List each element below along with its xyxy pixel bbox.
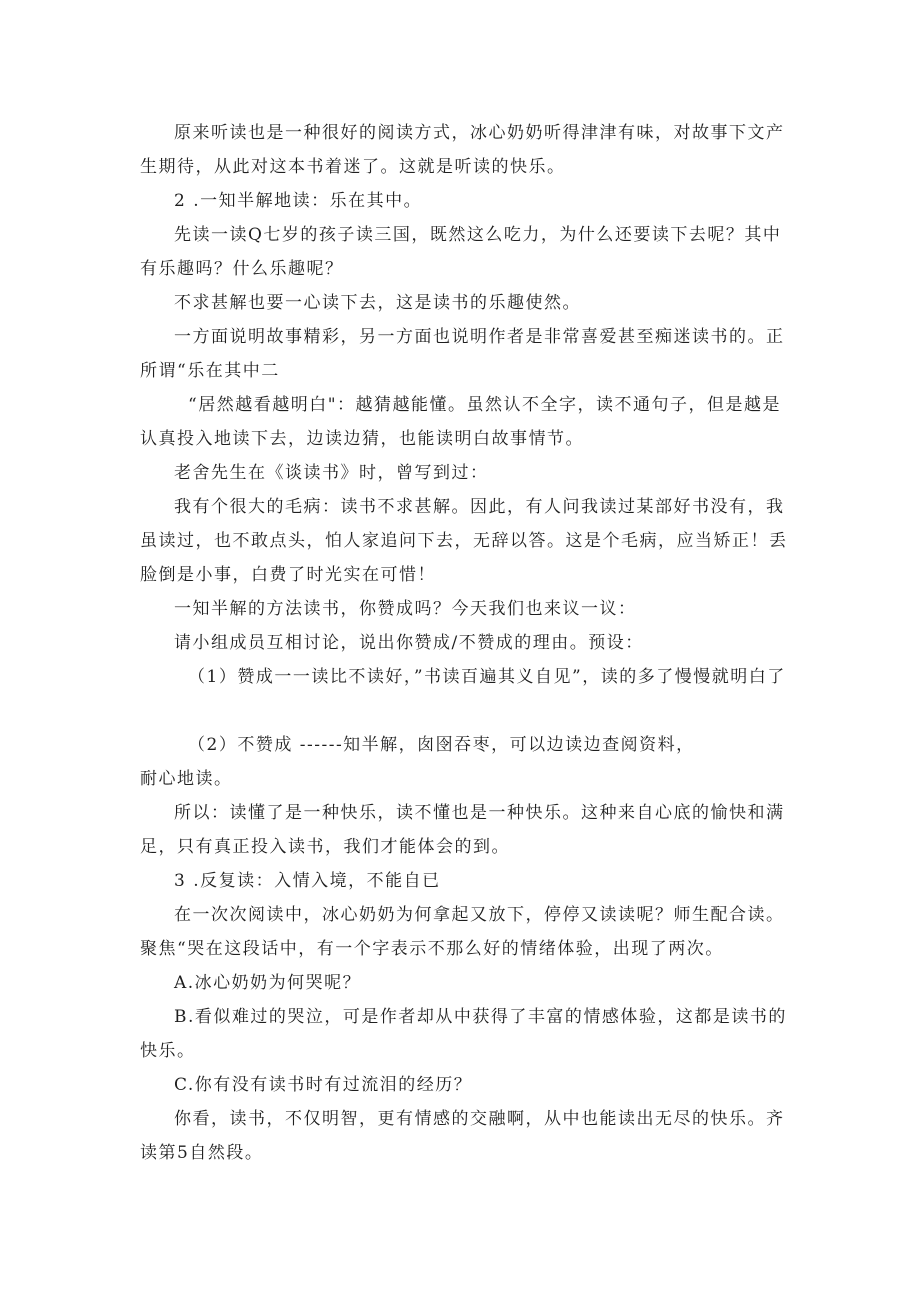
paragraph-understand: “居然越看越明白"：越猜越能懂。虽然认不全字，读不通句子，但是越是认真投入地读下去，边读边猜，也能读明白故事情节。 — [140, 395, 782, 449]
paragraph-b: B.看似难过的哭泣，可是作者却从中获得了丰富的情感体验，这都是读书的快乐。 — [140, 1007, 787, 1061]
paragraph-on-one-hand: 一方面说明故事精彩，另一方面也说明作者是非常喜爱甚至痴迷读书的。正所谓“乐在其中二 — [140, 327, 785, 381]
paragraph-listening: 原来听读也是一种很好的阅读方式，冰心奶奶听得津津有味，对故事下文产生期待，从此对这本书着迷了。这就是听读的快乐。 — [140, 123, 785, 177]
paragraph-conclusion: 你看，读书，不仅明智，更有情感的交融啊，从中也能读出无尽的快乐。齐读第5自然段。 — [140, 1109, 785, 1163]
paragraph-agree: （1）赞成一一读比不读好，”书读百遍其义自见”，读的多了慢慢就明白了 — [188, 667, 786, 687]
paragraph-disagree: （2）不赞成 ------知半解，囱囹吞枣，可以边读边查阅资料， — [188, 735, 695, 755]
paragraph-lao-she: 老舍先生在《谈读书》时，曾写到过： — [174, 463, 489, 483]
heading-3: 3 .反复读：入情入境，不能自已 — [174, 871, 441, 891]
paragraph-quote: 我有个很大的毛病：读书不求甚解。因此，有人问我读过某部好书没有，我虽读过，也不敢点头，怕人家追问下去，无辞以答。这是个毛病，应当矫正！丢脸倒是小事，白费了时光实在可惜！ — [140, 497, 788, 585]
paragraph-so: 所以：读懂了是一种快乐，读不懂也是一种快乐。这种来自心底的愉快和满足，只有真正投入读书，我们才能体会的到。 — [140, 803, 785, 857]
paragraph-three-kingdoms: 先读一读Q七岁的孩子读三国，既然这么吃力，为什么还要读下去呢？其中有乐趣吗？什么乐趣呢？ — [140, 225, 782, 279]
paragraph-reading-repeatedly: 在一次次阅读中，冰心奶奶为何拿起又放下，停停又读读呢？师生配合读。聚焦“哭在这段话中，有一个字表示不那么好的情绪体验，出现了两次。 — [140, 905, 785, 959]
heading-2: 2 .一知半解地读：乐在其中。 — [174, 191, 423, 211]
paragraph-question: 一知半解的方法读书，你赞成吗？今天我们也来议一议： — [174, 599, 637, 619]
paragraph-discuss: 请小组成员互相讨论，说出你赞成/不赞成的理由。预设： — [174, 633, 644, 653]
paragraph-a: A.冰心奶奶为何哭呢？ — [174, 973, 362, 993]
paragraph-not-seek: 不求甚解也要一心读下去，这是读书的乐趣使然。 — [174, 293, 581, 313]
paragraph-patience: 耐心地读。 — [140, 769, 233, 789]
paragraph-c: C.你有没有读书时有过流泪的经历？ — [174, 1075, 473, 1095]
